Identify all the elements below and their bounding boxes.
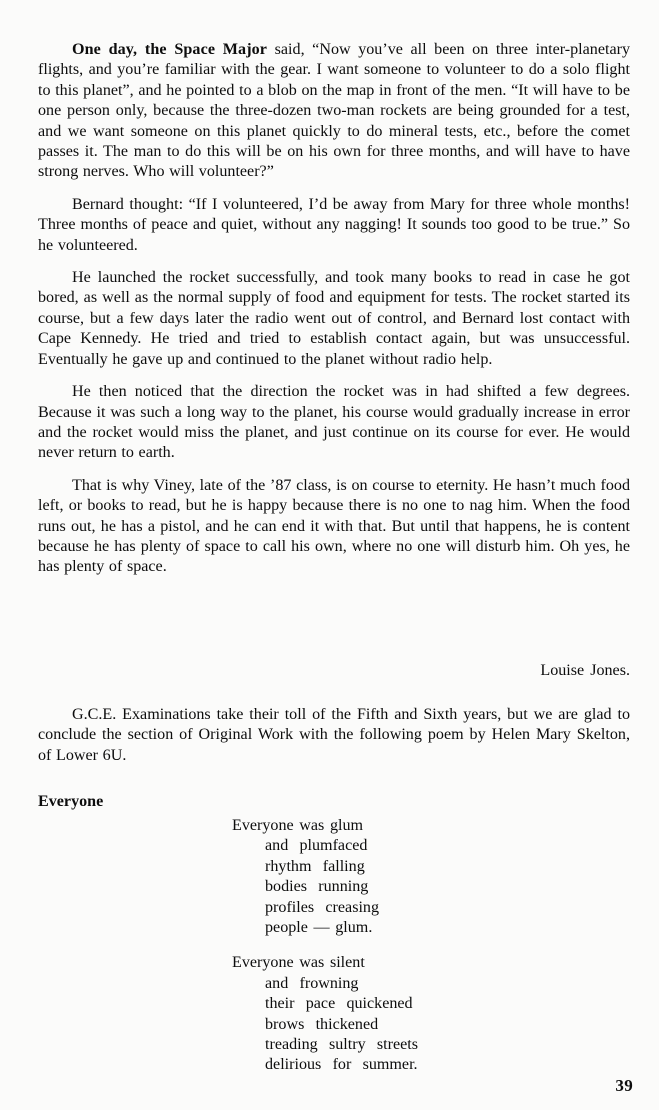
paragraph-2: [38, 195, 630, 256]
poem-line: their pace quickened: [265, 995, 413, 1013]
story-body: [38, 40, 630, 578]
poem-stanza: [232, 953, 418, 1075]
poem-line: and plumfaced: [265, 837, 368, 855]
paragraph-5-text: That is why Viney, late of the ’87 class, is on course to eternity. He hasn’t much food left, or books to read, but he is happy because there is no one to nag him. When the food runs out, he has a pistol, and he can end it with that. But until that happens, he is content because he has plenty of space to call his own, where no one will disturb him. Oh yes, he has plenty of space.: [38, 476, 630, 576]
paragraph-1: [38, 40, 630, 183]
story-byline: Louise Jones.: [540, 662, 630, 679]
paragraph-4-text: He then noticed that the direction the rocket was in had shifted a few degrees. Because it was such a long way to the planet, his course would gradually increase in error and the rocket would miss the planet, and just continue on its course for ever. He would never return to earth.: [38, 383, 630, 462]
poem-line: rhythm falling: [265, 857, 365, 875]
poem-line: brows thickened: [265, 1015, 379, 1033]
paragraph-3-text: He launched the rocket successfully, and took many books to read in case he got bored, as well as the normal supply of food and equipment for tests. The rocket started its course, but a few days later the radio went out of control, and Bernard lost contact with Cape Kennedy. He tried and tried to establish contact again, but was unsuccessful. Eventually he gave up and continued to the planet without radio help.: [38, 269, 630, 368]
editorial-paragraph-text: G.C.E. Examinations take their toll of the Fifth and Sixth years, but we are glad to conclude the section of Original Work with the following poem by Helen Mary Skelton, of Lower 6U.: [38, 706, 630, 764]
poem-stanza: [232, 816, 418, 938]
page-number: 39: [615, 1076, 633, 1095]
paragraph-2-text: Bernard thought: “If I volunteered, I’d be away from Mary for three whole months! Three months of peace and quiet, without any nagging! It sounds too good to be true.” So he volunteered.: [38, 195, 630, 254]
poem-title: Everyone: [38, 793, 104, 810]
poem-line: profiles creasing: [265, 898, 380, 916]
poem-line: Everyone was silent: [232, 954, 365, 972]
poem-line: Everyone was glum: [232, 817, 364, 834]
poem-body: [232, 816, 418, 1076]
poem-line: bodies running: [265, 878, 369, 896]
paragraph-1-lead: One day, the Space Major: [72, 41, 268, 58]
paragraph-4: [38, 382, 630, 464]
paragraph-5: [38, 476, 630, 578]
editorial-paragraph: [38, 705, 630, 766]
paragraph-1-text: said, “Now you’ve all been on three inter-planetary flights, and you’re familiar with the gear. I want someone to volunteer to do a solo flight to this planet”, and he pointed to a blob on the map in front of the men. “It will have to be one person only, because the three-dozen two-man rockets are being grounded for a test, and we want someone on this planet quickly to do mineral tests, etc., before the comet passes it. The man to do this will be on his own for three months, and will have to have strong nerves. Who will volunteer?”: [38, 41, 630, 181]
poem-line: treading sultry streets: [265, 1036, 418, 1054]
paragraph-3: [38, 268, 630, 370]
poem-line: delirious for summer.: [265, 1056, 418, 1074]
editorial-note: [38, 705, 630, 766]
poem-line: people — glum.: [265, 919, 373, 937]
poem-line: and frowning: [265, 974, 359, 992]
